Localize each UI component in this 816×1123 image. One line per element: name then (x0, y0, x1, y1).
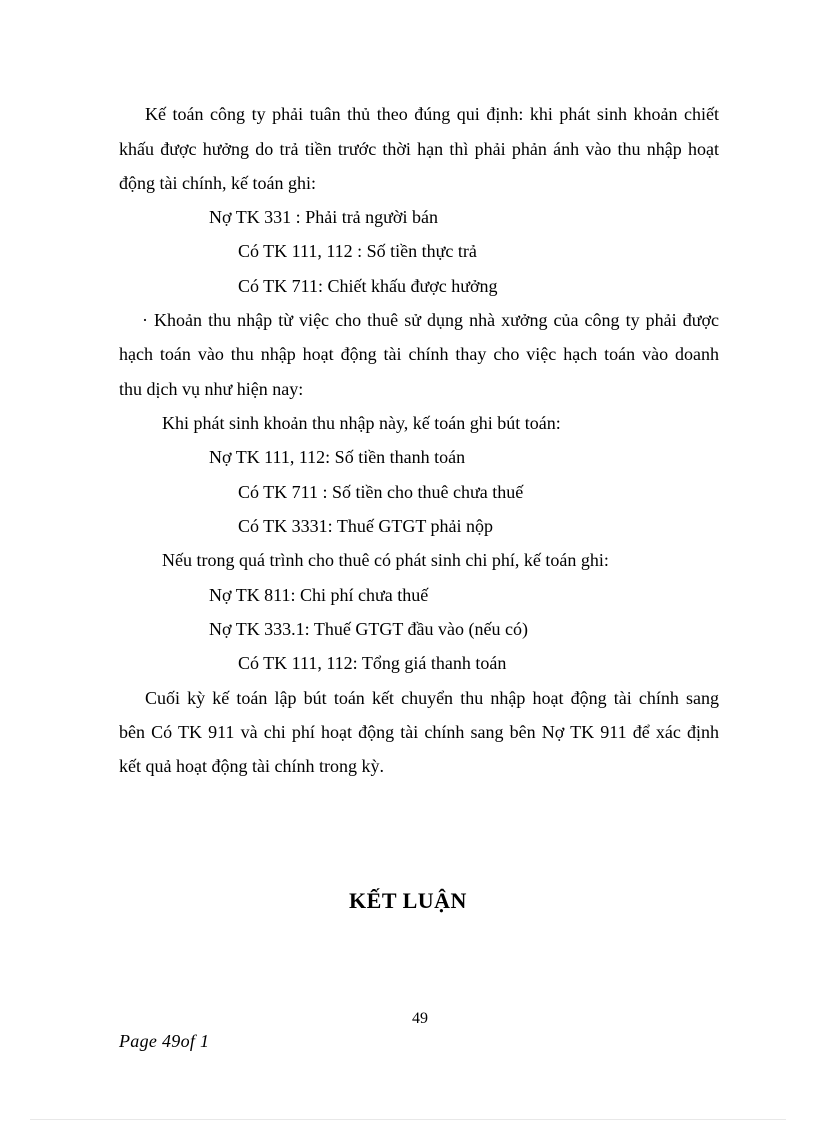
page-footer: Page 49of 1 (119, 1031, 210, 1051)
journal-entry-credit: Có TK 111, 112 : Số tiền thực trả (238, 241, 477, 261)
journal-entry-debit: Nợ TK 333.1: Thuế GTGT đầu vào (nếu có) (209, 619, 528, 639)
paragraph-line: hạch toán vào thu nhập hoạt động tài chính thay cho việc hạch toán vào doanh (119, 344, 719, 364)
paragraph-line: bên Có TK 911 và chi phí hoạt động tài chính sang bên Nợ TK 911 để xác định (119, 722, 719, 742)
paragraph-line: Khi phát sinh khoản thu nhập này, kế toán ghi bút toán: (162, 413, 561, 433)
journal-entry-credit: Có TK 711 : Số tiền cho thuê chưa thuế (238, 482, 524, 502)
paragraph-line: · Khoản thu nhập từ việc cho thuê sử dụng nhà xưởng của công ty phải được (142, 310, 719, 330)
paragraph-line: khấu được hưởng do trả tiền trước thời hạn thì phải phản ánh vào thu nhập hoạt (119, 139, 719, 159)
journal-entry-credit: Có TK 3331: Thuế GTGT phải nộp (238, 516, 493, 536)
paragraph-line: thu dịch vụ như hiện nay: (119, 379, 304, 399)
paragraph-line: động tài chính, kế toán ghi: (119, 173, 316, 193)
journal-entry-credit: Có TK 111, 112: Tổng giá thanh toán (238, 653, 507, 673)
journal-entry-debit: Nợ TK 331 : Phải trả người bán (209, 207, 438, 227)
paragraph-line: Nếu trong quá trình cho thuê có phát sinh chi phí, kế toán ghi: (162, 550, 609, 570)
paragraph-line: kết quả hoạt động tài chính trong kỳ. (119, 756, 384, 776)
journal-entry-credit: Có TK 711: Chiết khấu được hưởng (238, 276, 498, 296)
page-number: 49 (412, 1010, 428, 1027)
paragraph-line: Kế toán công ty phải tuân thủ theo đúng qui định: khi phát sinh khoản chiết (145, 104, 719, 124)
page-bottom-divider (30, 1119, 786, 1120)
journal-entry-debit: Nợ TK 811: Chi phí chưa thuế (209, 585, 429, 605)
journal-entry-debit: Nợ TK 111, 112: Số tiền thanh toán (209, 447, 466, 467)
paragraph-line: Cuối kỳ kế toán lập bút toán kết chuyển thu nhập hoạt động tài chính sang (145, 688, 719, 708)
section-heading: KẾT LUẬN (349, 888, 467, 913)
